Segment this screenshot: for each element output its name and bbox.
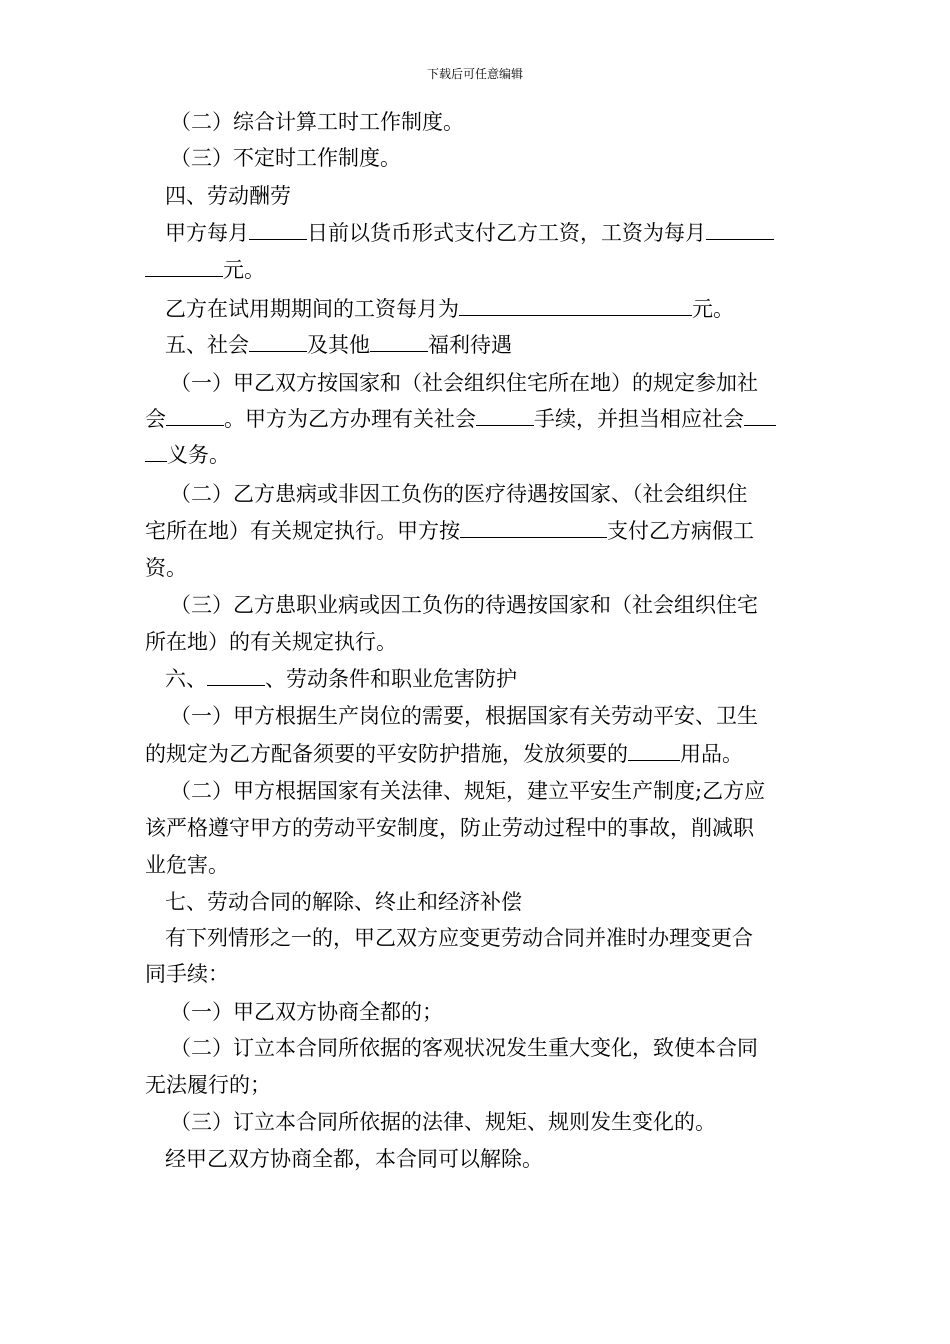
text-segment: 六、 [165, 667, 207, 691]
text-line [145, 739, 810, 769]
text-line [145, 1033, 835, 1063]
text-segment: 五、社会 [165, 333, 249, 357]
text-line [145, 516, 810, 546]
text-segment: （一）甲方根据生产岗位的需要，根据国家有关劳动平安、卫生 [170, 704, 758, 728]
text-segment: 业危害。 [145, 853, 229, 877]
text-line [145, 330, 830, 360]
text-segment: 乙方在试用期期间的工资每月为 [165, 297, 459, 321]
text-segment: 用品。 [680, 742, 743, 766]
text-segment: 所在地）的有关规定执行。 [145, 630, 397, 654]
text-segment: 该严格遵守甲方的劳动平安制度，防止劳动过程中的事故，削减职 [145, 816, 754, 840]
text-line [145, 107, 835, 137]
text-segment: 甲方每月 [165, 221, 249, 245]
text-segment: 四、劳动酬劳 [165, 184, 291, 208]
fill-in-blank[interactable] [207, 665, 265, 686]
text-line [145, 590, 835, 620]
text-line [145, 404, 810, 434]
text-line [145, 923, 830, 953]
fill-in-blank[interactable] [166, 405, 224, 426]
fill-in-blank[interactable] [744, 405, 776, 426]
text-line [145, 627, 810, 657]
text-segment: （二）综合计算工时工作制度。 [170, 110, 464, 134]
text-segment: 七、劳动合同的解除、终止和经济补偿 [165, 890, 522, 914]
fill-in-blank[interactable] [145, 256, 223, 277]
text-segment: 资。 [145, 556, 187, 580]
fill-in-blank[interactable] [249, 331, 307, 352]
text-line [145, 776, 835, 806]
text-segment: 、劳动条件和职业危害防护 [265, 667, 517, 691]
fill-in-blank[interactable] [370, 331, 428, 352]
text-line [145, 218, 830, 248]
text-line [145, 813, 810, 843]
text-segment: 元。 [223, 258, 265, 282]
text-line [145, 997, 835, 1027]
text-segment: （一）甲乙双方按国家和（社会组织住宅所在地）的规定参加社 [170, 371, 758, 395]
text-segment: （二）甲方根据国家有关法律、规矩，建立平安生产制度;乙方应 [170, 779, 766, 803]
text-segment: 手续，并担当相应社会 [534, 407, 744, 431]
page-header: 下载后可任意编辑 [426, 67, 523, 81]
fill-in-blank[interactable] [145, 441, 167, 462]
text-segment: 支付乙方病假工 [607, 519, 754, 543]
text-segment: 日前以货币形式支付乙方工资，工资为每月 [307, 221, 706, 245]
fill-in-blank[interactable] [706, 219, 774, 240]
text-segment: （二）订立本合同所依据的客观状况发生重大变化，致使本合同 [170, 1036, 758, 1060]
text-segment: 经甲乙双方协商全都，本合同可以解除。 [165, 1147, 543, 1171]
text-line [145, 850, 810, 880]
text-line [145, 479, 835, 509]
fill-in-blank[interactable] [249, 219, 307, 240]
text-segment: （一）甲乙双方协商全都的； [170, 1000, 443, 1024]
text-segment: （三）订立本合同所依据的法律、规矩、规则发生变化的。 [170, 1110, 716, 1134]
text-segment: 及其他 [307, 333, 370, 357]
text-line [145, 701, 835, 731]
text-line [145, 1070, 810, 1100]
fill-in-blank[interactable] [459, 295, 692, 316]
fill-in-blank[interactable] [476, 405, 534, 426]
text-line [145, 959, 810, 989]
text-line [145, 181, 830, 211]
fill-in-blank[interactable] [460, 517, 607, 538]
text-line [145, 553, 810, 583]
text-segment: 有下列情形之一的，甲乙双方应变更劳动合同并准时办理变更合 [165, 926, 753, 950]
text-line [145, 1107, 835, 1137]
text-segment: 义务。 [167, 443, 230, 467]
text-line [145, 255, 810, 285]
text-line [145, 294, 830, 324]
text-segment: 元。 [692, 297, 734, 321]
text-segment: （三）不定时工作制度。 [170, 146, 401, 170]
text-segment: 宅所在地）有关规定执行。甲方按 [145, 519, 460, 543]
text-segment: （二）乙方患病或非因工负伤的医疗待遇按国家、（社会组织住 [170, 482, 748, 506]
text-line [145, 368, 835, 398]
text-line [145, 143, 835, 173]
text-segment: （三）乙方患职业病或因工负伤的待遇按国家和（社会组织住宅 [170, 593, 758, 617]
fill-in-blank[interactable] [628, 740, 680, 761]
text-segment: 同手续： [145, 962, 229, 986]
text-line [145, 440, 810, 470]
text-segment: 。甲方为乙方办理有关社会 [224, 407, 476, 431]
text-line [145, 887, 830, 917]
text-line [145, 664, 830, 694]
text-segment: 福利待遇 [428, 333, 512, 357]
text-line [145, 1144, 830, 1174]
text-segment: 会 [145, 407, 166, 431]
text-segment: 无法履行的； [145, 1073, 271, 1097]
text-segment: 的规定为乙方配备须要的平安防护措施，发放须要的 [145, 742, 628, 766]
